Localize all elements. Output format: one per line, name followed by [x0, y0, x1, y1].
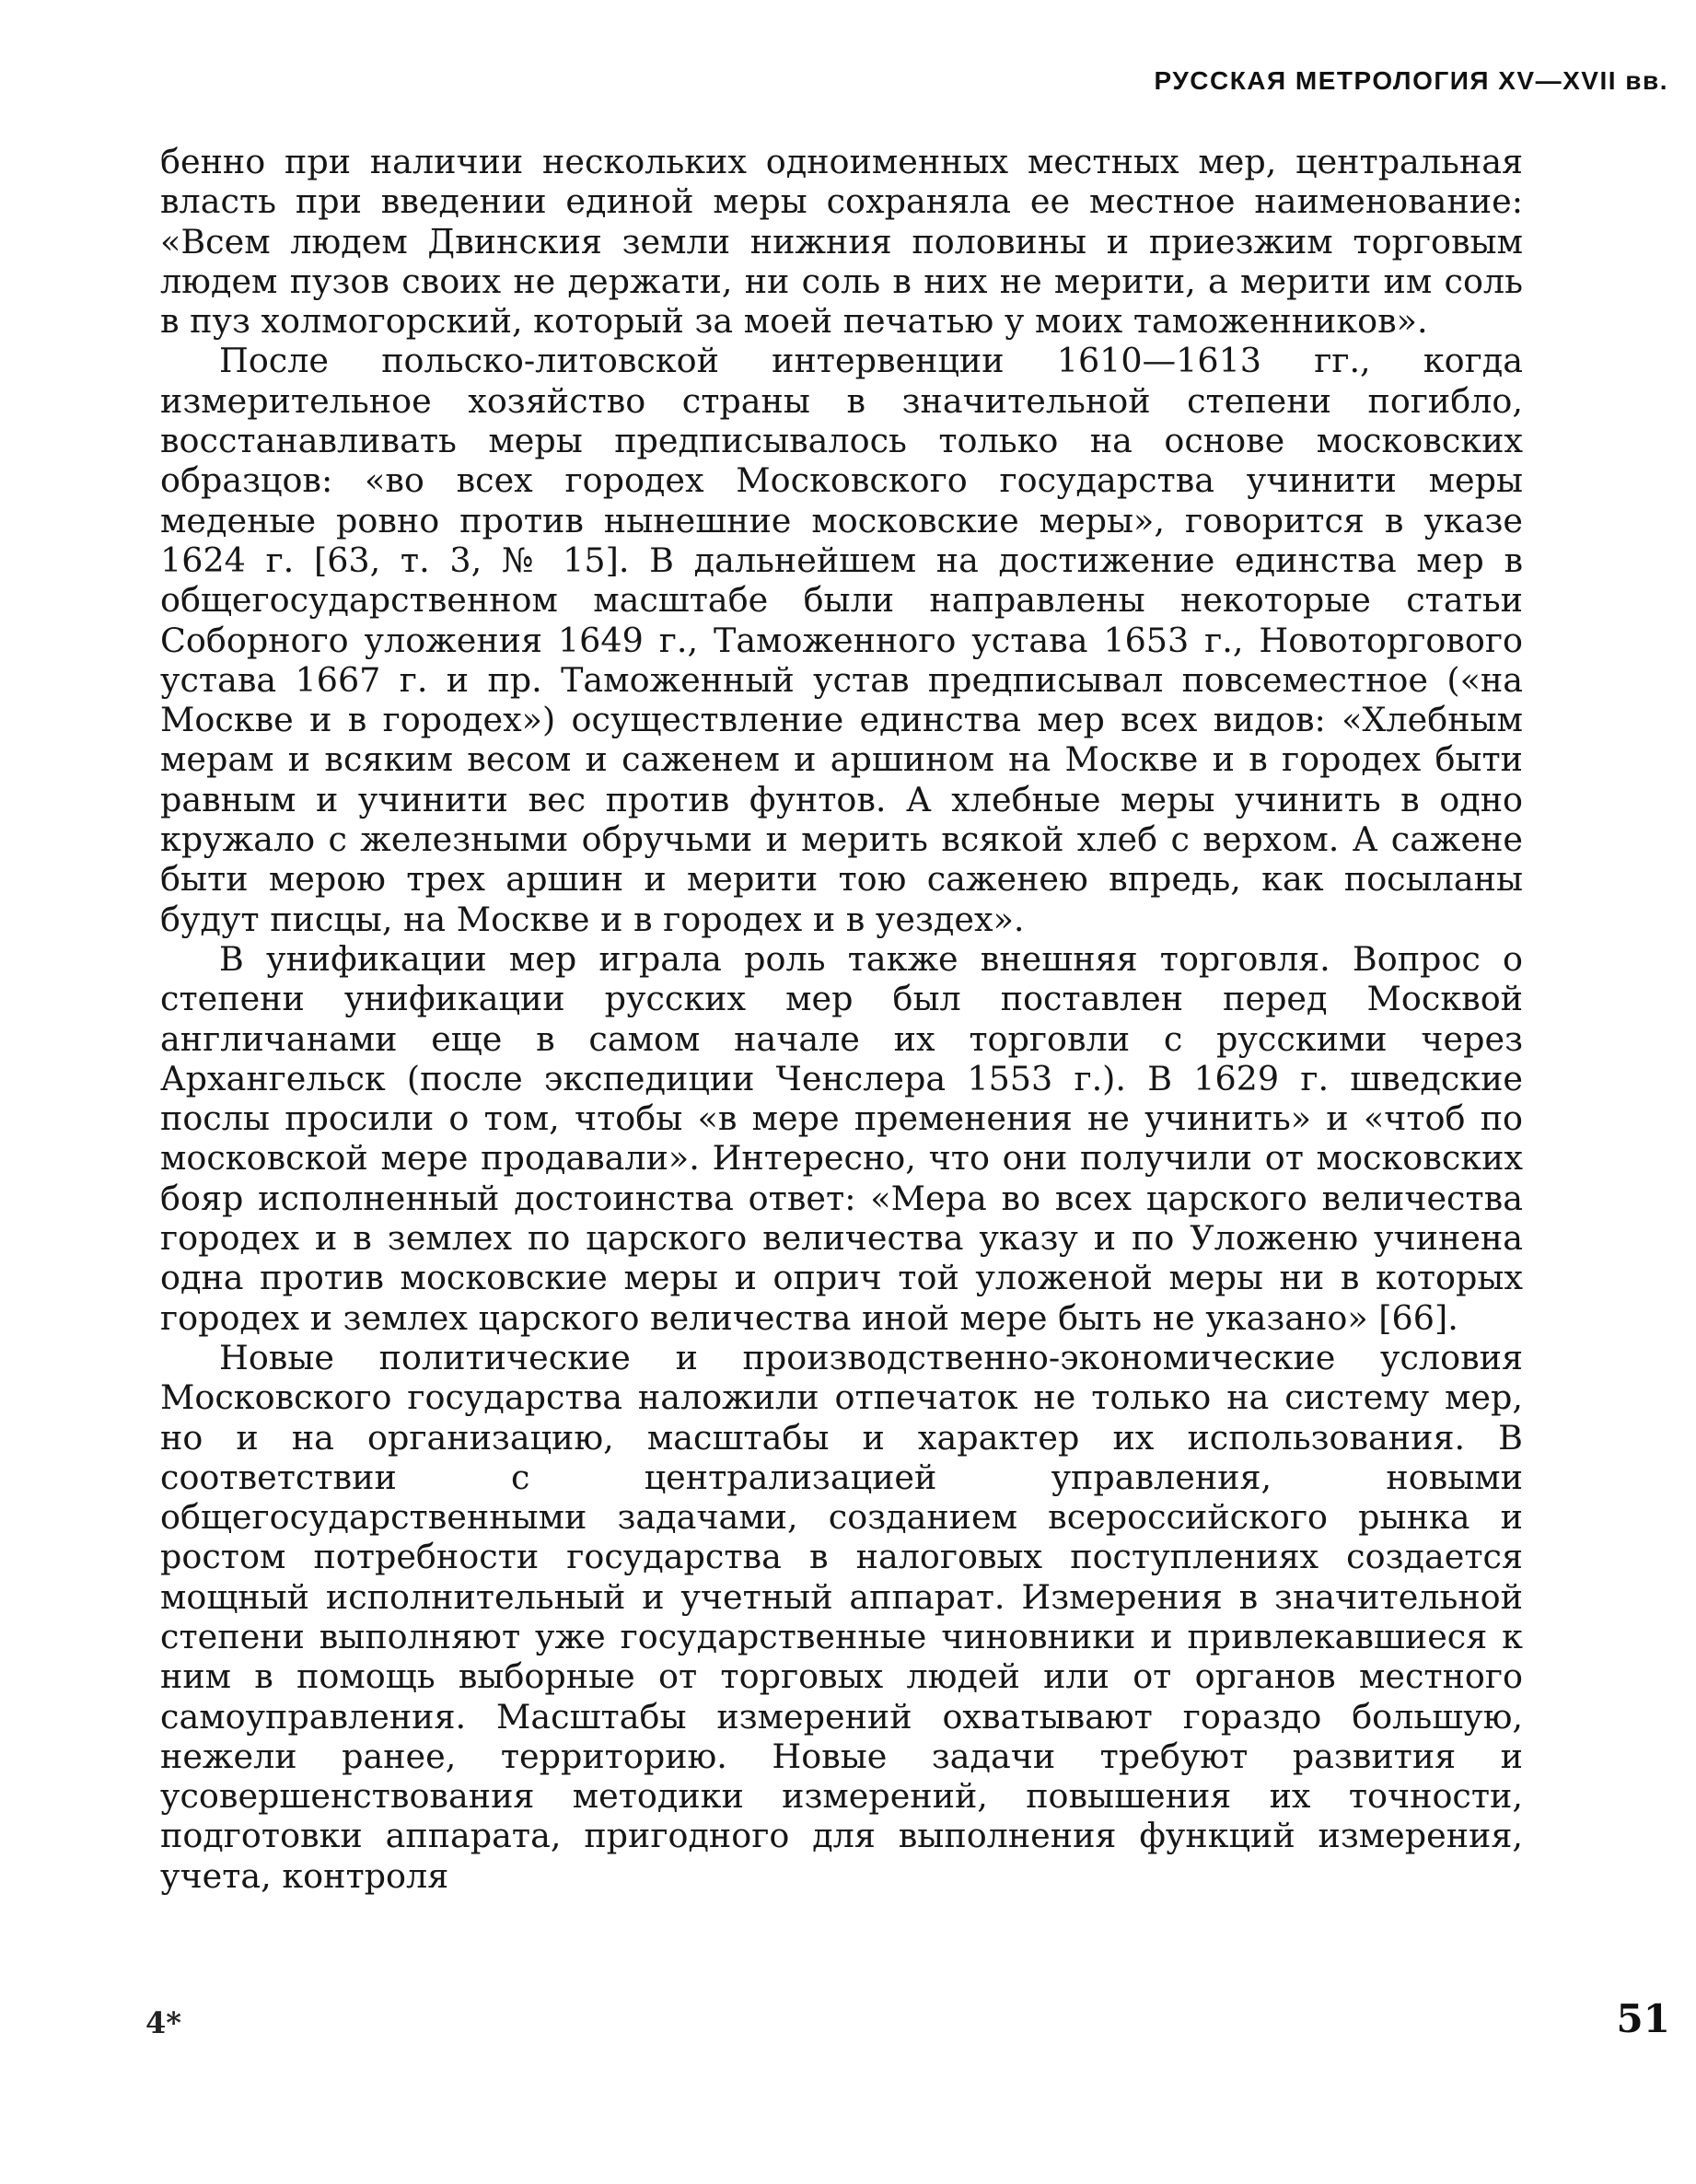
paragraph: После польско-литовской интервенции 1610—1613 гг., когда измерительное хозяйство страны в значительной степени погибло, восстанавливать меры предписывалось только на основе московских образцов: «во всех городех Московского государства учинити меры меденые ровно против нынешние московские меры», говорится в указе 1624 г. [63, т. 3, № 15]. В дальнейшем на достижение единства мер в общегосударственном масштабе были направлены некоторые статьи Соборного уложения 1649 г., Таможенного устава 1653 г., Новоторгового устава 1667 г. и пр. Таможенный устав предписывал повсеместное («на Москве и в городех») осуществление единства мер всех видов: «Хлебным мерам и всяким весом и саженем и аршином на Москве и в городех быти равным и учинити вес против фунтов. А хлебные меры учинить в одно кружало с железными обручьми и мерить всякой хлеб с верхом. А сажене быти мерою трех аршин и мерити тою саженею впредь, как посыланы будут писцы, на Москве и в городех и в уездех». — [160, 341, 1523, 939]
running-head: РУССКАЯ МЕТРОЛОГИЯ XV—XVII вв. — [1154, 66, 1668, 95]
paragraph-continuation: бенно при наличии нескольких одноименных местных мер, центральная власть при введении единой меры сохраняла ее местное наименование: «Всем людем Двинския земли нижния половины и приезжим торговым людем пузов своих не держати, ни соль в них не мерити, а мерити им соль в пуз холмогорский, который за моей печатью у моих таможенников». — [160, 142, 1523, 342]
body-text — [160, 142, 1523, 1896]
page-number: 51 — [1616, 1996, 1670, 2041]
paragraph: В унификации мер играла роль также внешняя торговля. Вопрос о степени унификации русских мер был поставлен перед Москвой англичанами еще в самом начале их торговли с русскими через Архангельск (после экспедиции Ченслера 1553 г.). В 1629 г. шведские послы просили о том, чтобы «в мере пременения не учинить» и «чтоб по московской мере продавали». Интересно, что они получили от московских бояр исполненный достоинства ответ: «Мера во всех царского величества городех и в землех по царского величества указу и по Уложеню учинена одна против московские меры и оприч той уложеной меры ни в которых городех и землех царского величества иной мере быть не указано» [66]. — [160, 938, 1523, 1338]
paragraph: Новые политические и производственно-экономические условия Московского государства наложили отпечаток не только на систему мер, но и на организацию, масштабы и характер их использования. В соответствии с централизацией управления, новыми общегосударственными задачами, созданием всероссийского рынка и ростом потребности государства в налоговых поступлениях создается мощный исполнительный и учетный аппарат. Измерения в значительной степени выполняют уже государственные чиновники и привлекавшиеся к ним в помощь выборные от торговых людей или от органов местного самоуправления. Масштабы измерений охватывают гораздо большую, нежели ранее, территорию. Новые задачи требуют развития и усовершенствования методики измерений, повышения их точности, подготовки аппарата, пригодного для выполнения функций измерения, учета, контроля — [160, 1337, 1523, 1896]
signature-mark: 4* — [145, 2005, 181, 2040]
